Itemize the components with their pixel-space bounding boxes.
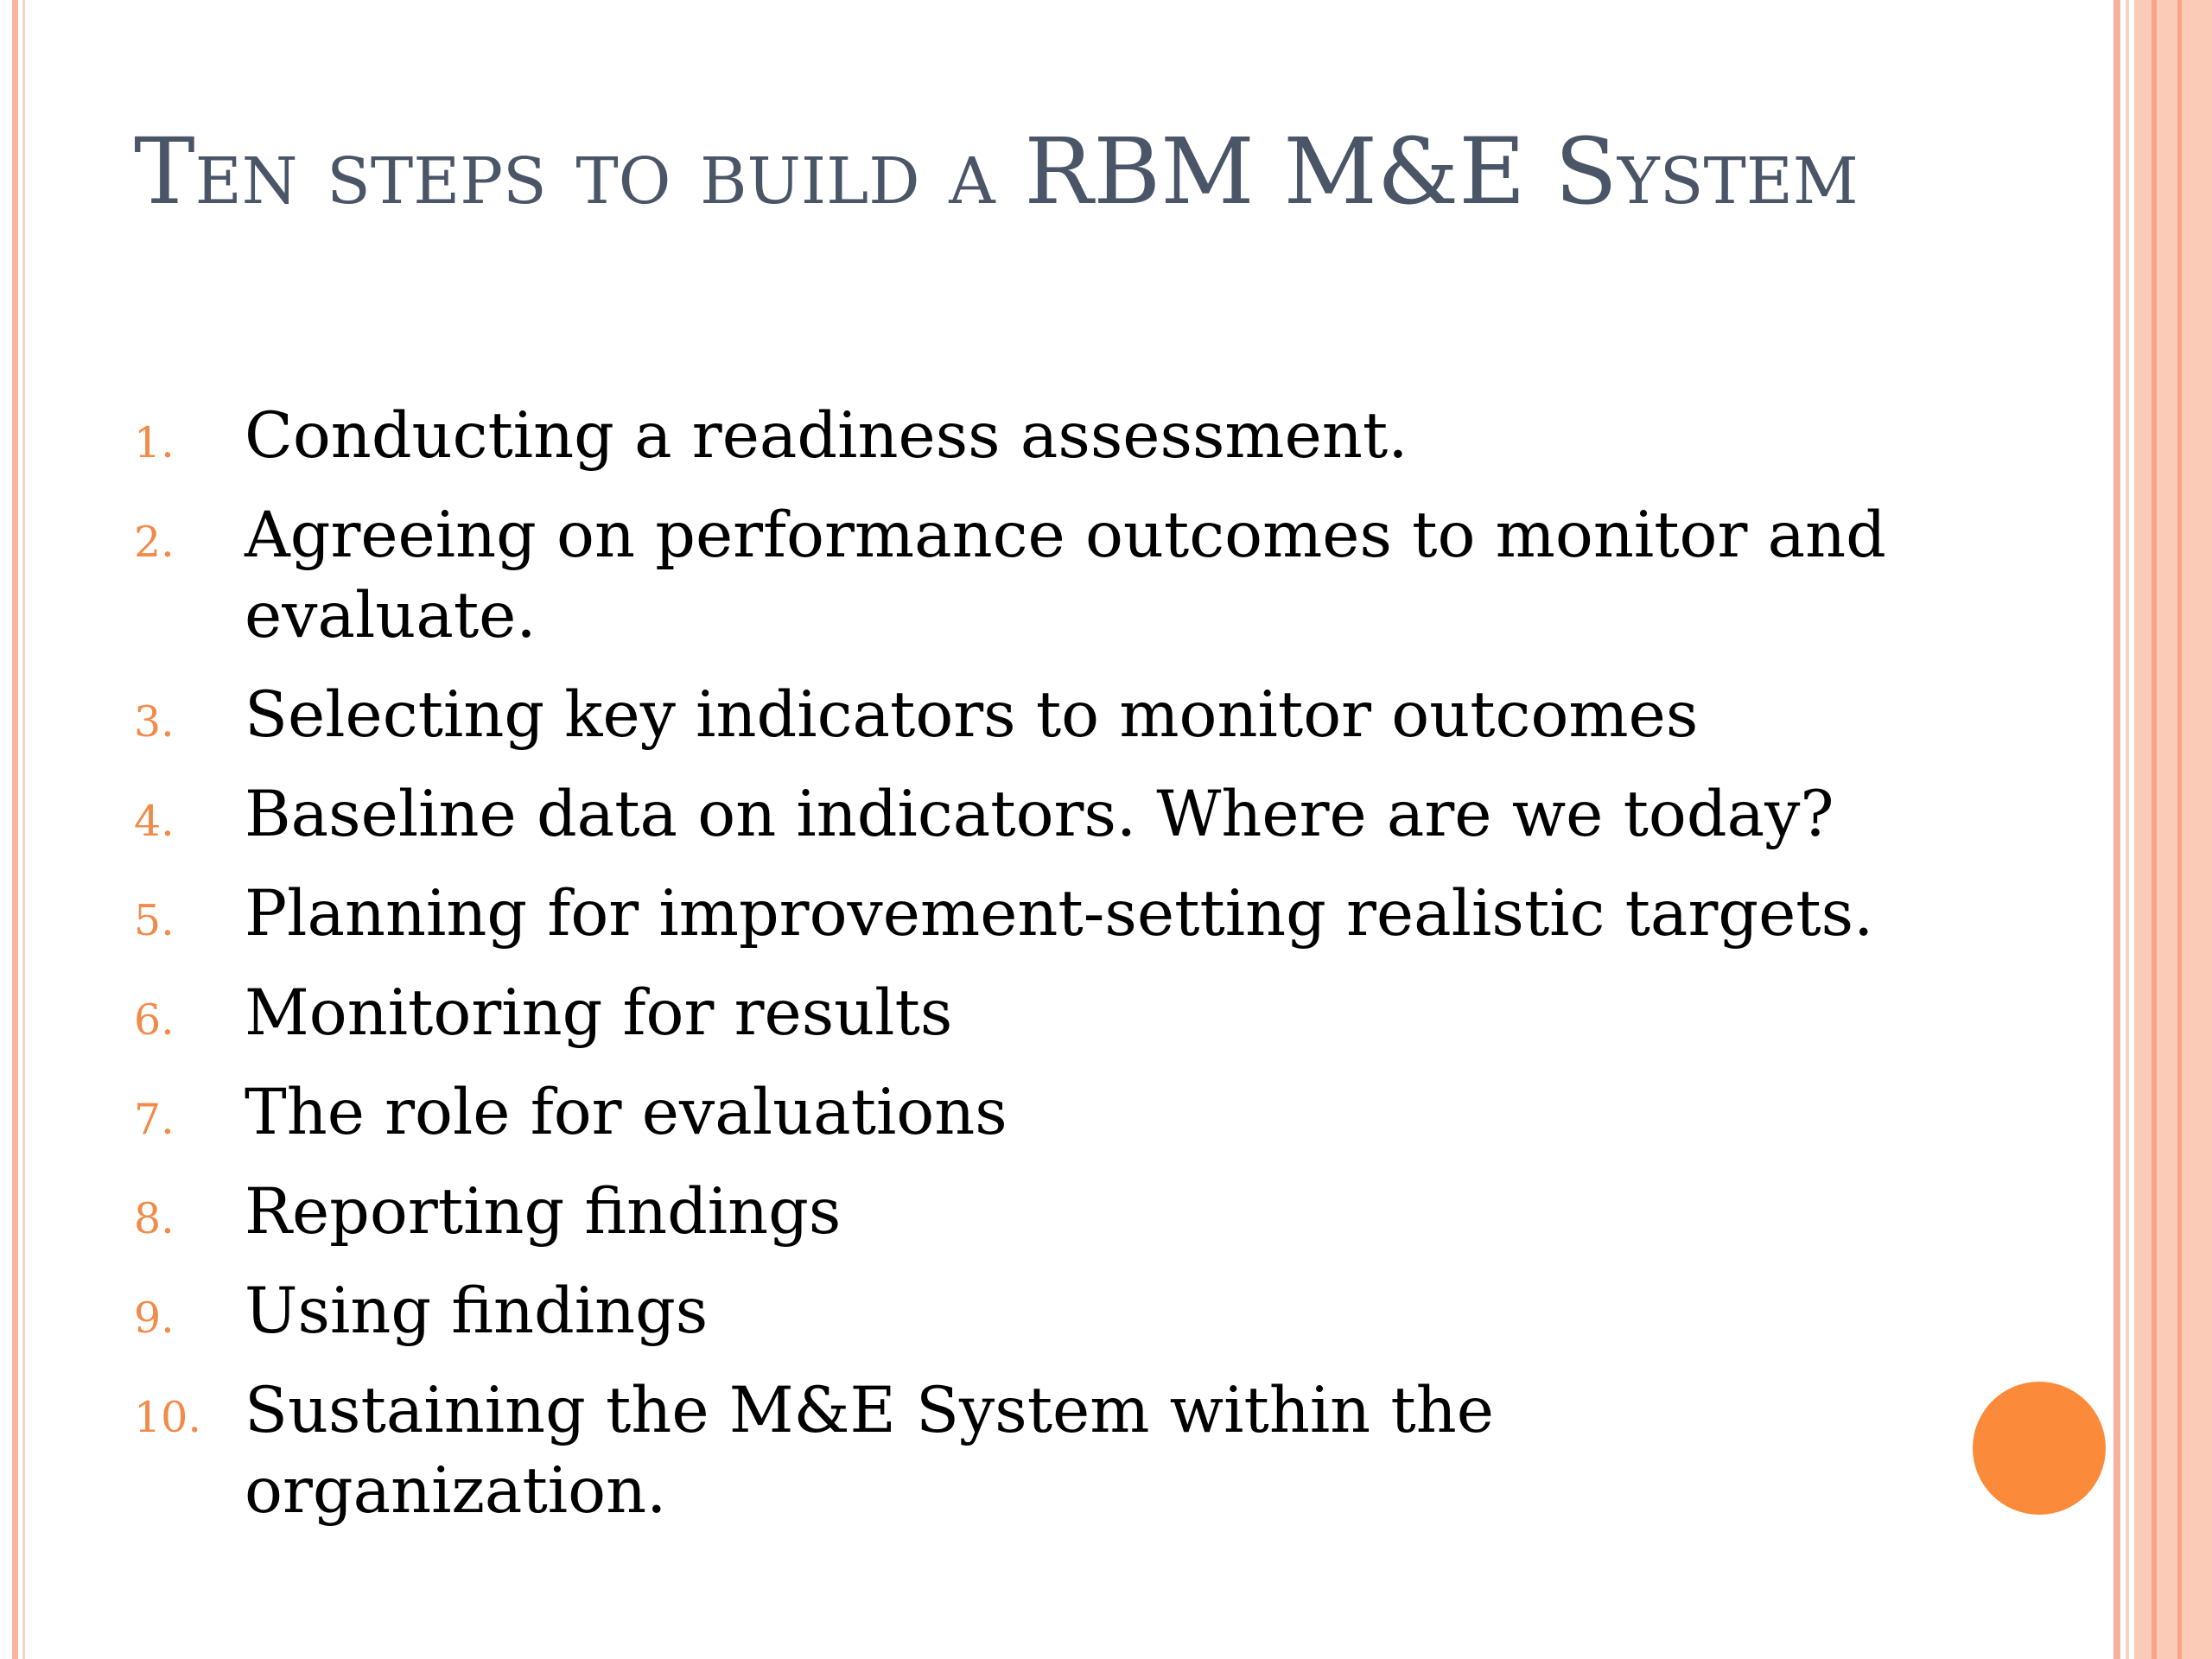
left-border-stripe-inner [22, 0, 25, 1659]
step-text: Reporting findings [245, 1175, 842, 1249]
right-band-line [2177, 0, 2182, 1659]
list-item [134, 1172, 2052, 1252]
left-border-stripe [12, 0, 18, 1659]
list-item [134, 675, 2052, 755]
list-item [134, 396, 2052, 476]
right-border-stripe [2113, 0, 2120, 1659]
step-text: Planning for improvement-setting realistic targets. [245, 877, 1874, 950]
step-text: Baseline data on indicators. Where are we today? [245, 778, 1834, 851]
list-item [134, 774, 2052, 855]
step-number: 5. [134, 896, 175, 945]
orange-circle-decoration [1973, 1382, 2106, 1515]
right-band-line [2152, 0, 2157, 1659]
right-border-stripe-inner [2126, 0, 2129, 1659]
step-number: 6. [134, 995, 175, 1045]
step-number: 9. [134, 1294, 175, 1343]
step-text: Sustaining the M&E System within the organization. [245, 1374, 1494, 1528]
step-number: 3. [134, 697, 175, 747]
list-item [134, 874, 2052, 954]
steps-list [134, 396, 2052, 1550]
step-number: 10. [134, 1393, 201, 1442]
step-text: Agreeing on performance outcomes to monitor and evaluate. [245, 499, 1886, 652]
step-text: The role for evaluations [245, 1076, 1007, 1149]
step-number: 2. [134, 518, 175, 567]
step-text: Conducting a readiness assessment. [245, 399, 1408, 473]
step-number: 8. [134, 1194, 175, 1243]
slide-title: Ten steps to build a RBM M&E System [134, 118, 1859, 225]
step-number: 1. [134, 418, 175, 467]
list-item [134, 1370, 2052, 1531]
list-item [134, 973, 2052, 1053]
step-text: Monitoring for results [245, 976, 953, 1050]
right-border-band [2134, 0, 2212, 1659]
step-text: Using findings [245, 1274, 709, 1348]
step-number: 7. [134, 1095, 175, 1144]
step-number: 4. [134, 797, 175, 846]
list-item [134, 1271, 2052, 1351]
step-text: Selecting key indicators to monitor outcomes [245, 678, 1699, 752]
list-item [134, 1072, 2052, 1153]
list-item [134, 495, 2052, 656]
